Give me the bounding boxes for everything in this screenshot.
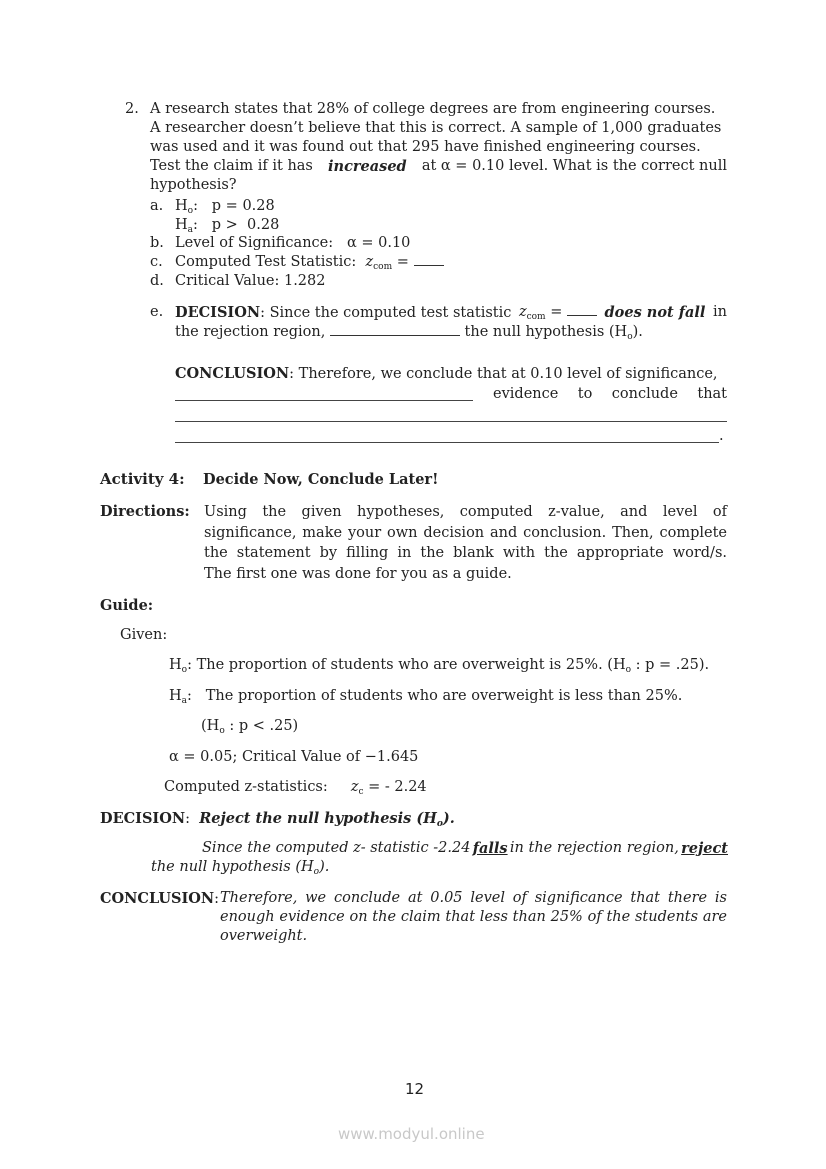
- item-a-letter: a.: [150, 198, 164, 214]
- falls-keyword: falls: [472, 840, 508, 857]
- conclusion-line-1: CONCLUSION: Therefore, we conclude that at 0.10 level of significance,: [175, 365, 718, 382]
- decision-z-blank[interactable]: [567, 303, 597, 316]
- guide-alternative-symbolic: ($H_o$ : p < .25): [201, 718, 299, 736]
- problem-line-2: A researcher doesn’t believe that this is correct. A sample of 1,000 graduates: [150, 120, 722, 136]
- test-statistic-blank[interactable]: [414, 253, 444, 266]
- item-c-letter: c.: [150, 254, 163, 270]
- conclusion-blank-2[interactable]: [175, 421, 727, 422]
- conclusion-label: CONCLUSION: [175, 365, 290, 382]
- guide-decision-line-2: the null hypothesis $(H_o)$.: [151, 859, 330, 877]
- guide-conclusion-line-3: overweight.: [220, 928, 308, 944]
- alternative-hypothesis: $H_a$: p > 0.28: [175, 217, 280, 235]
- problem-line-5: hypothesis?: [150, 177, 237, 193]
- does-not-fall: does not fall: [604, 304, 706, 321]
- guide-conclusion-line-1: Therefore, we conclude at 0.05 level of significance that there is: [220, 890, 727, 906]
- guide-decision-line-1: Since the computed z- statistic -2.24 falls in the rejection region, reject: [202, 840, 728, 857]
- item-d-letter: d.: [150, 273, 164, 289]
- problem-line-1: A research states that 28% of college degrees are from engineering courses.: [150, 101, 716, 117]
- increased-keyword: increased: [328, 158, 407, 175]
- problem-line-4-a: Test the claim if it has: [150, 158, 313, 174]
- item-b-letter: b.: [150, 235, 164, 251]
- null-hypothesis: $H_o$: p = 0.28: [175, 198, 275, 216]
- conclusion-line-2: evidence to conclude that: [493, 386, 727, 402]
- computed-test-statistic: Computed Test Statistic: $z_{com}$ =: [175, 253, 444, 272]
- problem-line-3: was used and it was found out that 295 have finished engineering courses.: [150, 139, 701, 155]
- item-e-letter: e.: [150, 304, 164, 320]
- guide-decision-statement: Reject the null hypothesis $(H_o)$.: [199, 810, 455, 829]
- guide-null-hypothesis: $H_o$: The proportion of students who are overweight is 25%. ($H_o$ : p = .25).: [169, 657, 710, 675]
- guide-conclusion-label-wrap: CONCLUSION:: [100, 890, 220, 907]
- given-label: Given:: [120, 627, 168, 643]
- directions-label: Directions:: [100, 503, 190, 520]
- guide-conclusion-line-2: enough evidence on the claim that less than 25% of the students are: [220, 909, 727, 925]
- conclusion-end-period: .: [719, 428, 724, 444]
- directions-line-3: the statement by filling in the blank with the appropriate word/s.: [204, 545, 727, 561]
- guide-decision: DECISION: Reject the null hypothesis $(H_o)$.: [100, 810, 455, 829]
- guide-alternative-hypothesis: $H_a$: The proportion of students who are overweight is less than 25%.: [169, 688, 683, 706]
- guide-alpha-critical: α = 0.05; Critical Value of −1.645: [169, 749, 419, 765]
- guide-label: Guide:: [100, 597, 154, 614]
- directions-line-4: The first one was done for you as a guide.: [204, 566, 512, 582]
- directions-line-1: Using the given hypotheses, computed z-value, and level of: [204, 504, 727, 520]
- conclusion-blank-3[interactable]: [175, 442, 719, 443]
- level-of-significance: Level of Significance: α = 0.10: [175, 235, 411, 251]
- watermark: www.modyul.online: [338, 1125, 485, 1143]
- decision-label: DECISION: [175, 304, 261, 321]
- problem-line-4-b: at α = 0.10 level. What is the correct null: [421, 158, 727, 174]
- critical-value: Critical Value: 1.282: [175, 273, 326, 289]
- item-number: 2.: [125, 101, 139, 117]
- decision-action-blank[interactable]: [330, 323, 460, 336]
- activity-label: Activity 4:: [100, 470, 185, 488]
- conclusion-blank-1[interactable]: [175, 400, 473, 401]
- activity-title: Decide Now, Conclude Later!: [203, 471, 439, 488]
- reject-keyword: reject: [681, 840, 728, 857]
- directions-line-2: significance, make your own decision and conclusion. Then, complete: [204, 525, 727, 541]
- problem-line-4: [150, 157, 727, 176]
- decision-line-1: DECISION: Since the computed test statistic $z_{com}$ = does not fall in: [175, 304, 727, 322]
- guide-decision-label: DECISION: [100, 810, 186, 827]
- guide-conclusion-label: CONCLUSION: [100, 890, 215, 907]
- decision-line-2: the rejection region, the null hypothesis $(H_o)$.: [175, 324, 643, 342]
- page-number: 12: [405, 1080, 425, 1098]
- guide-computed-z: Computed z-statistics: $z_c$ = - 2.24: [164, 779, 427, 797]
